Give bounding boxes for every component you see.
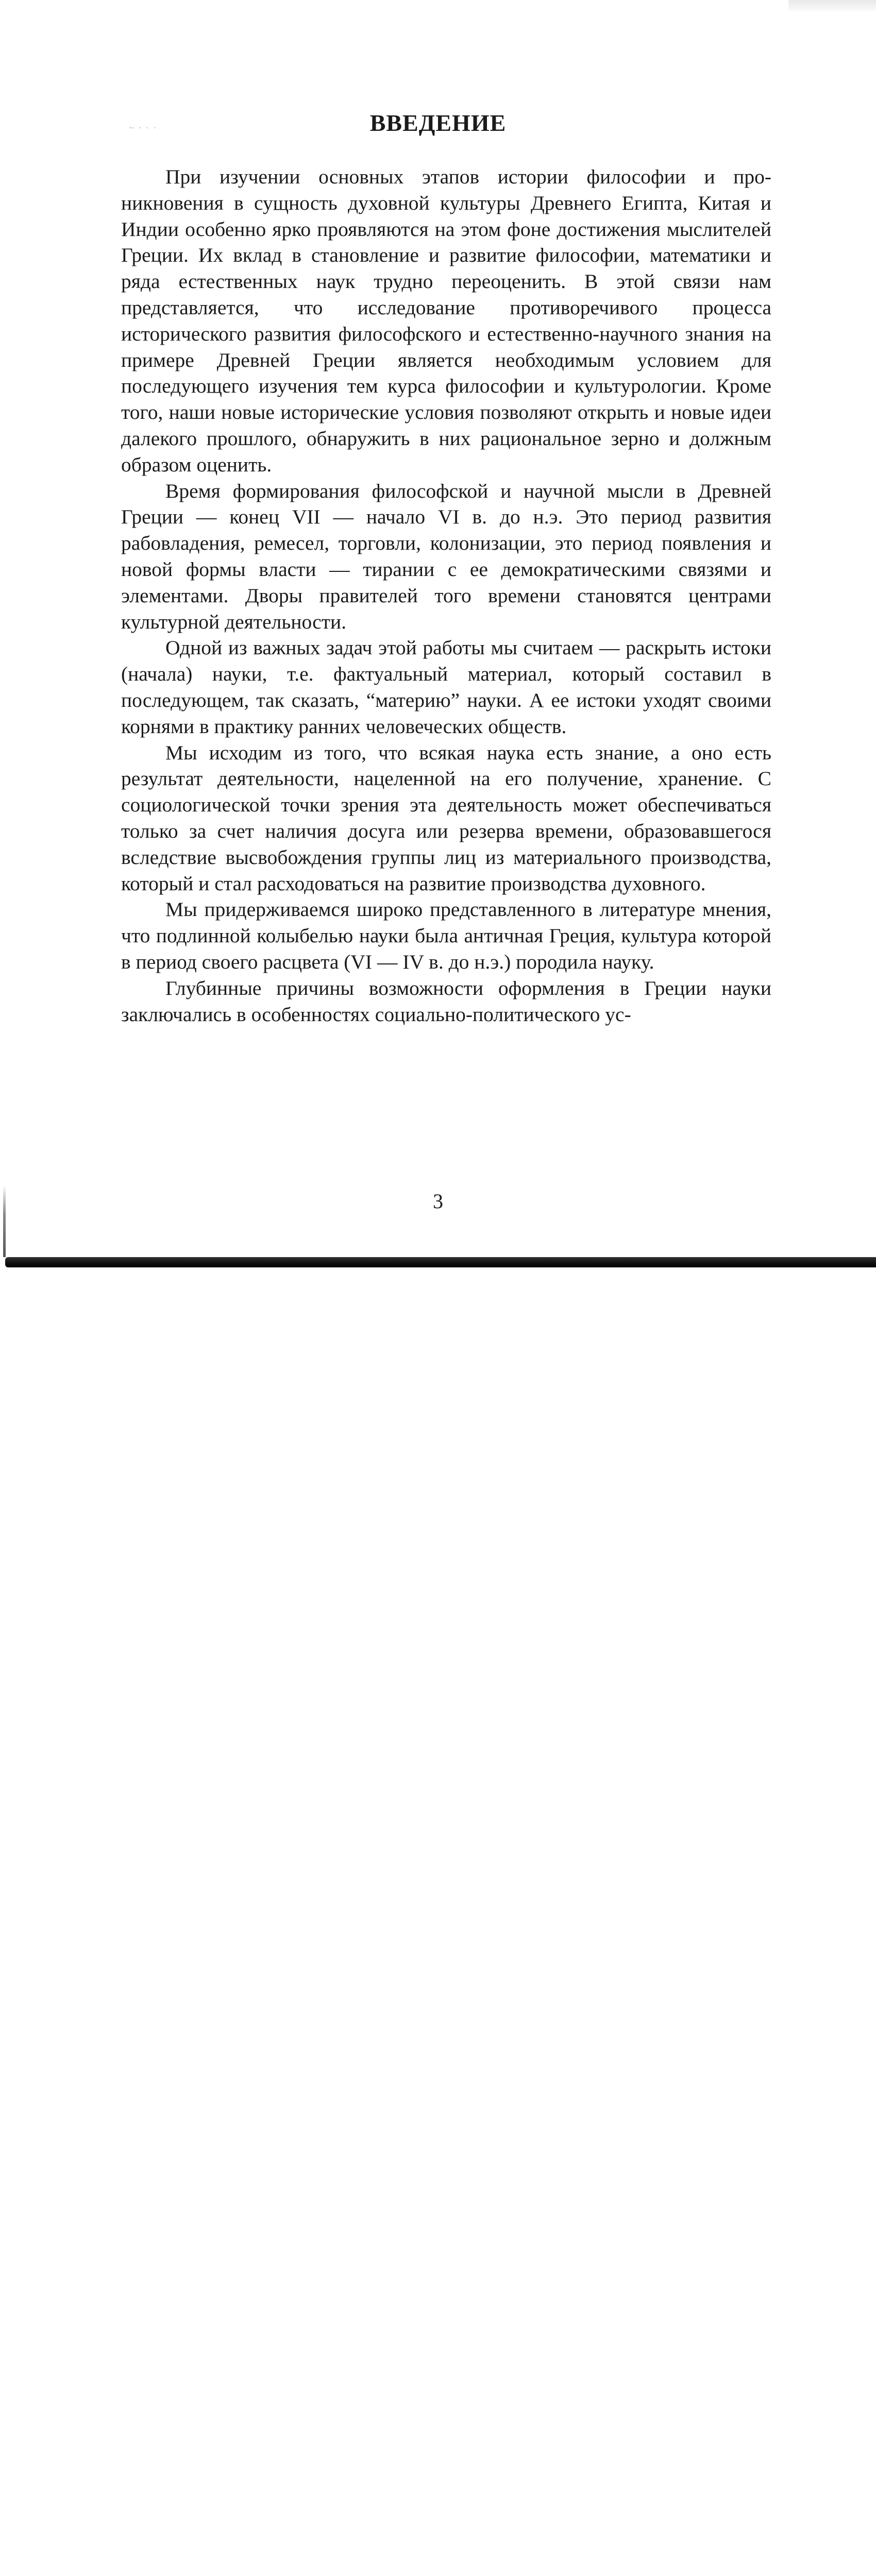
paragraph: Глубинные причины возможности оформления в Греции науки заключались в особенностях социально-политического ус- xyxy=(121,976,771,1026)
page-title: ВВЕДЕНИЕ xyxy=(369,110,507,136)
paragraph: При изучении основных этапов истории философии и проникновения в сущность духовной культуры Древнего Египта, Китая и Индии особенно ярко проявляются на этом фоне достижения мыслителей Греции. Их вклад в становление и развитие философии, математики и ряда естественных наук трудно переоценить. В этой связи нам представляется, что исследование противоречивого процесса исторического развития философского и естественно-научного знания на примере Древней Греции является необходимым условием для последующего изучения тем курса философии и культурологии. Кроме того, наши новые исторические условия позволяют открыть и новые идеи далекого прошлого, обнаружить в них рациональное зерно и должным образом оценить. xyxy=(121,165,771,476)
book-edge-bottom xyxy=(5,1257,876,1267)
paragraph: Одной из важных задач этой работы мы считаем — раскрыть истоки (начала) науки, т.е. фактуальный материал, который составил в последующем, так сказать, “материю” науки. А ее истоки уходят своими корнями в практику ранних человеческих обществ. xyxy=(121,636,771,738)
paragraph: Время формирования философской и научной мысли в Древней Греции — конец VII — начало VI в. до н.э. Это период развития рабовладения, ремесел, торговли, колонизации, это период появления и новой формы власти — тирании с ее демократическими связями и элементами. Дворы правителей того времени становятся центрами культурной деятельности. xyxy=(121,479,771,633)
page-number: 3 xyxy=(433,1190,443,1213)
margin-mark: ~ · · · xyxy=(129,123,158,133)
paragraph: Мы придерживаемся широко представленного в литературе мнения, что подлинной колыбелью науки была античная Греция, культура которой в период своего расцвета (VI — IV в. до н.э.) породила науку. xyxy=(121,898,771,973)
book-edge-left xyxy=(3,1185,6,1257)
body-text xyxy=(121,164,771,1027)
scan-shadow xyxy=(788,0,876,12)
paragraph: Мы исходим из того, что всякая наука есть знание, а оно есть результат деятельности, нацеленной на его получение, хранение. С социологической точки зрения эта деятельность может обеспечиваться только за счет наличия досуга или резерва времени, образовавшегося вследствие высвобождения группы лиц из материального производства, который и стал расходоваться на развитие производства духовного. xyxy=(121,741,771,895)
